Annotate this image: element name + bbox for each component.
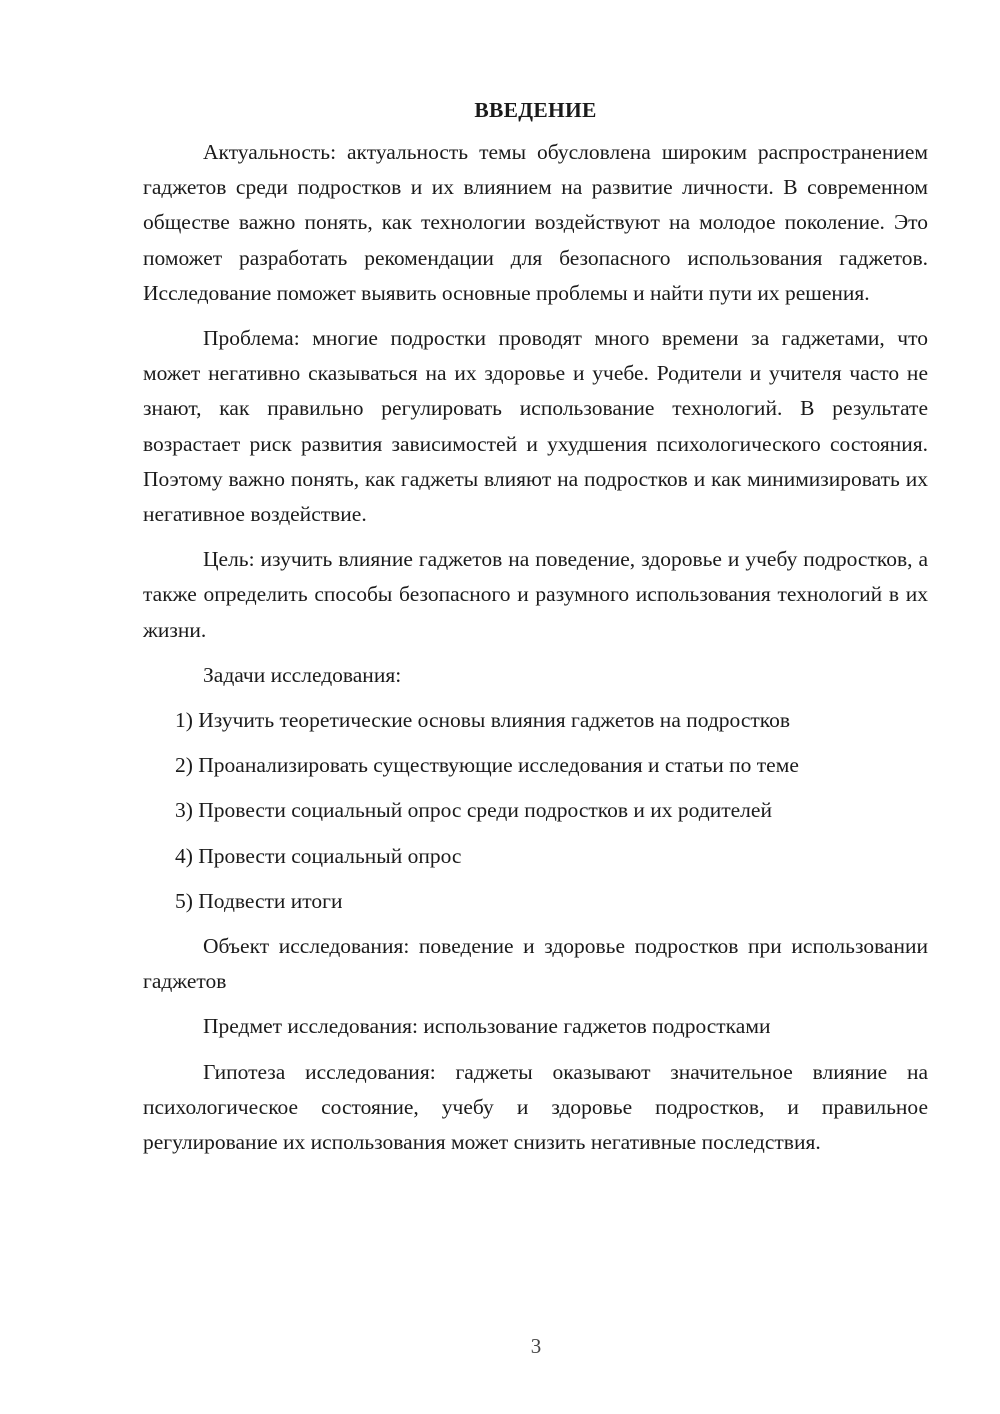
- task-item-5: 5) Подвести итоги: [175, 888, 343, 913]
- page-number: 3: [530, 1334, 542, 1358]
- task-item-4: 4) Провести социальный опрос: [175, 843, 462, 868]
- task-item-3: 3) Провести социальный опрос среди подростков и их родителей: [175, 798, 772, 823]
- subject-paragraph: Предмет исследования: использование гаджетов подростками: [203, 1014, 771, 1039]
- problem-paragraph: Проблема: многие подростки проводят много времени за гаджетами, что может негативно сказываться на их здоровье и учебе. Родители и учителя часто не знают, как правильно регулировать использование технологий. В результате возрастает риск развития зависимостей и ухудшения психологического состояния. Поэтому важно понять, как гаджеты влияют на подростков и как минимизировать их негативное воздействие.: [143, 326, 928, 527]
- page-content: [143, 95, 928, 1170]
- goal-paragraph: Цель: изучить влияние гаджетов на поведение, здоровье и учебу подростков, а также определить способы безопасного и разумного использования технологий в их жизни.: [143, 547, 928, 642]
- section-heading: ВВЕДЕНИЕ: [474, 98, 597, 122]
- tasks-title: Задачи исследования:: [203, 662, 402, 687]
- task-item-1: 1) Изучить теоретические основы влияния гаджетов на подростков: [175, 708, 791, 733]
- relevance-paragraph: Актуальность: актуальность темы обусловлена широким распространением гаджетов среди подростков и их влиянием на развитие личности. В современном обществе важно понять, как технологии воздействуют на молодое поколение. Это поможет разработать рекомендации для безопасного использования гаджетов. Исследование поможет выявить основные проблемы и найти пути их решения.: [143, 140, 928, 305]
- task-item-2: 2) Проанализировать существующие исследования и статьи по теме: [175, 753, 799, 778]
- tasks-list: [143, 703, 928, 919]
- object-paragraph: Объект исследования: поведение и здоровье подростков при использовании гаджетов: [143, 934, 928, 994]
- hypothesis-paragraph: Гипотеза исследования: гаджеты оказывают значительное влияние на психологическое состояние, учебу и здоровье подростков, и правильное регулирование их использования может снизить негативные последствия.: [143, 1059, 928, 1155]
